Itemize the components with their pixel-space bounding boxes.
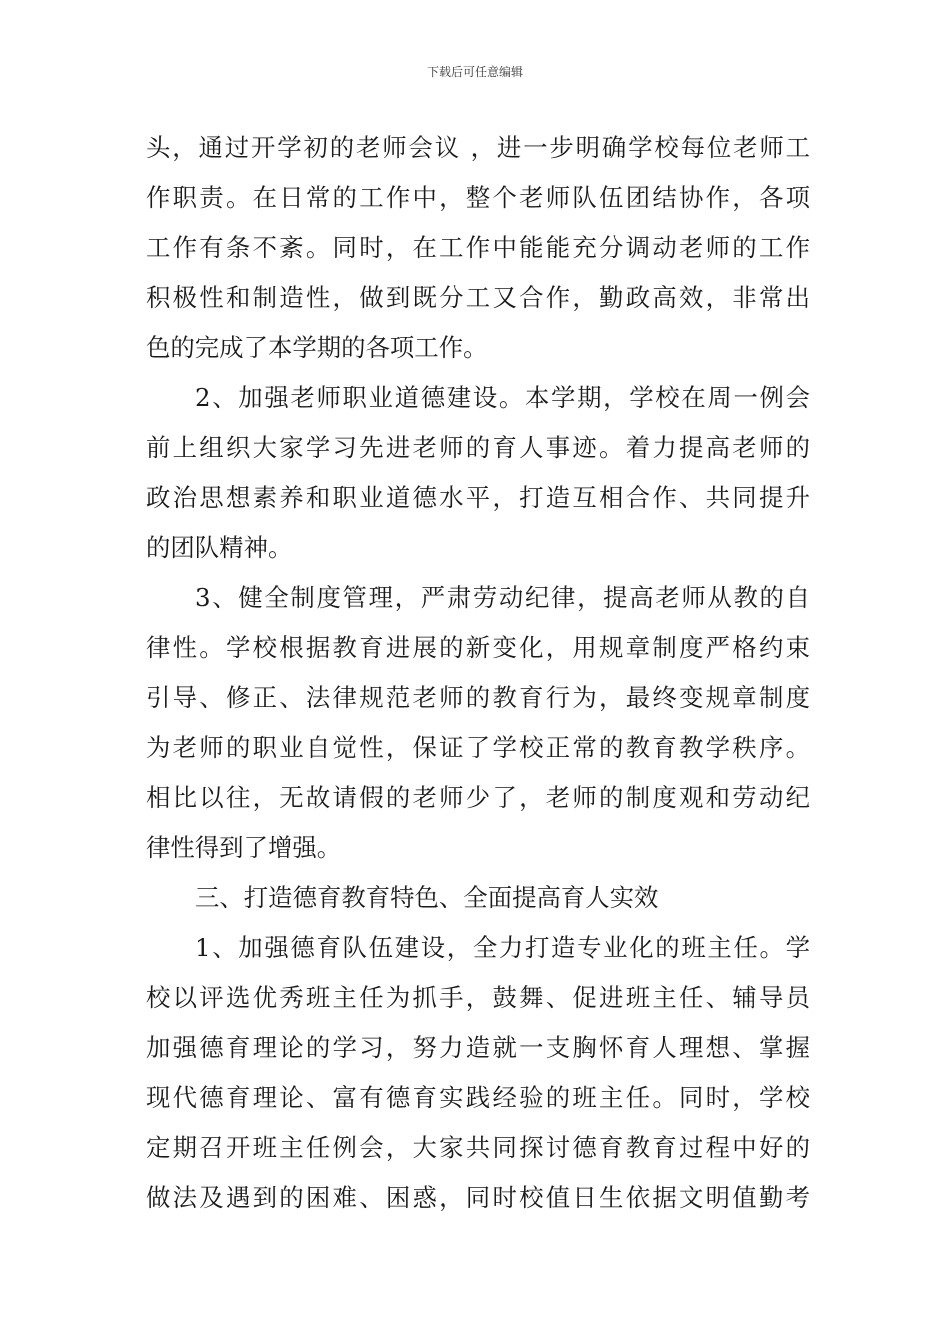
text-line: 工作有条不紊。同时，在工作中能能充分调动老师的工作 <box>146 233 810 262</box>
text-line: 律性。学校根据教育进展的新变化，用规章制度严格约束 <box>146 633 810 662</box>
text-line: 前上组织大家学习先进老师的育人事迹。着力提高老师的 <box>146 433 810 462</box>
text-line: 的团队精神。 <box>146 533 293 562</box>
text-line: 相比以往，无故请假的老师少了，老师的制度观和劳动纪 <box>146 783 810 812</box>
text-line: 律性得到了增强。 <box>146 833 342 862</box>
text-line: 政治思想素养和职业道德水平，打造互相合作、共同提升 <box>146 483 810 512</box>
text-line: 校以评选优秀班主任为抓手，鼓舞、促进班主任、辅导员 <box>146 983 810 1012</box>
text-line: 为老师的职业自觉性，保证了学校正常的教育教学秩序。 <box>146 733 810 762</box>
text-line: 头，通过开学初的老师会议 ，进一步明确学校每位老师工 <box>146 133 810 162</box>
text-line: 1、加强德育队伍建设，全力打造专业化的班主任。学 <box>195 933 810 962</box>
text-line: 做法及遇到的困难、困惑，同时校值日生依据文明值勤考 <box>146 1183 810 1212</box>
text-line: 加强德育理论的学习，努力造就一支胸怀育人理想、掌握 <box>146 1033 810 1062</box>
text-line: 积极性和制造性，做到既分工又合作，勤政高效，非常出 <box>146 283 810 312</box>
text-line: 3、健全制度管理，严肃劳动纪律，提高老师从教的自 <box>195 583 810 612</box>
text-line: 现代德育理论、富有德育实践经验的班主任。同时，学校 <box>146 1083 810 1112</box>
text-line: 色的完成了本学期的各项工作。 <box>146 333 488 362</box>
text-line: 引导、修正、法律规范老师的教育行为，最终变规章制度 <box>146 683 810 712</box>
page-header-note: 下载后可任意编辑 <box>426 65 523 79</box>
document-body <box>146 123 810 1223</box>
text-line: 定期召开班主任例会，大家共同探讨德育教育过程中好的 <box>146 1133 810 1162</box>
text-line: 三、打造德育教育特色、全面提高育人实效 <box>195 883 659 912</box>
text-line: 2、加强老师职业道德建设。本学期，学校在周一例会 <box>195 383 810 412</box>
text-line: 作职责。在日常的工作中，整个老师队伍团结协作，各项 <box>146 183 810 212</box>
